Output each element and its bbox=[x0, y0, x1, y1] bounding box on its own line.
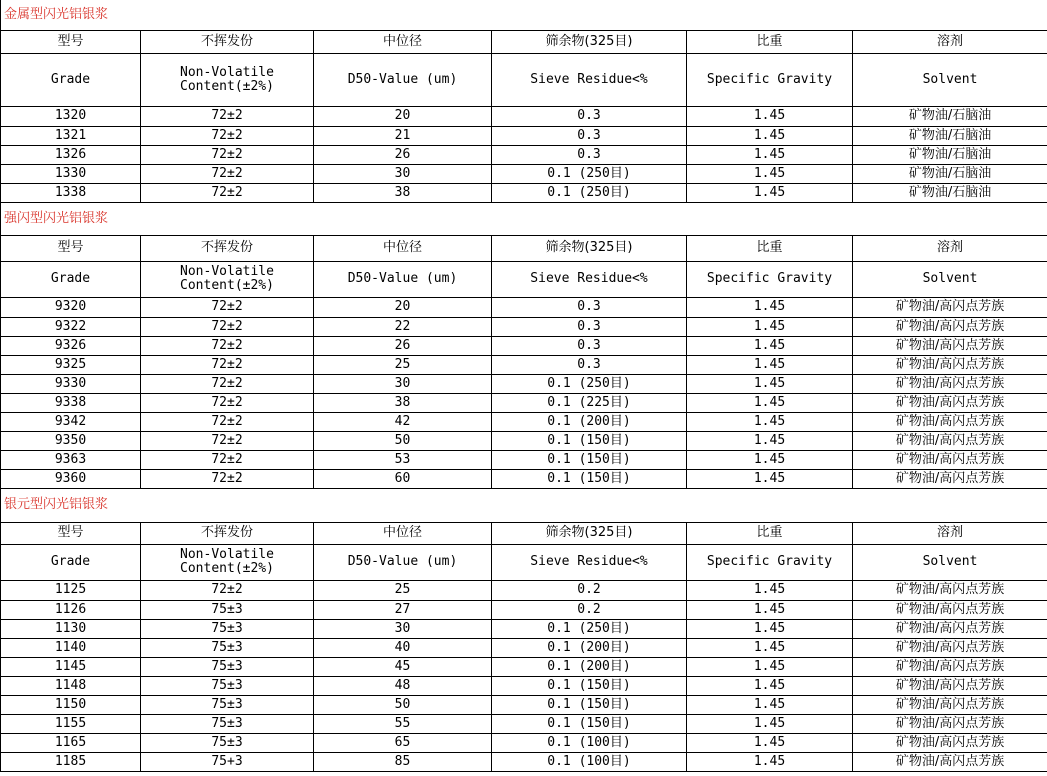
cell-solvent: 矿物油/高闪点芳族 bbox=[853, 695, 1047, 714]
cell-sieve-residue: 0.1 (150目) bbox=[492, 714, 687, 733]
cell-sieve-residue: 0.1 (100目) bbox=[492, 752, 687, 771]
cell-grade: 1321 bbox=[1, 126, 141, 145]
cell-solvent: 矿物油/高闪点芳族 bbox=[853, 619, 1047, 638]
cell-solvent: 矿物油/高闪点芳族 bbox=[853, 580, 1047, 600]
table-row bbox=[1, 183, 1047, 202]
header-zh-grade: 型号 bbox=[1, 235, 141, 261]
cell-d50: 30 bbox=[314, 619, 492, 638]
table-row bbox=[1, 317, 1047, 336]
table-row bbox=[1, 695, 1047, 714]
cell-solvent: 矿物油/石脑油 bbox=[853, 183, 1047, 202]
cell-solvent: 矿物油/高闪点芳族 bbox=[853, 714, 1047, 733]
cell-d50: 48 bbox=[314, 676, 492, 695]
cell-solvent: 矿物油/高闪点芳族 bbox=[853, 752, 1047, 771]
header-zh-sieve-residue: 筛余物(325目) bbox=[492, 235, 687, 261]
cell-specific-gravity: 1.45 bbox=[687, 733, 853, 752]
cell-grade: 1338 bbox=[1, 183, 141, 202]
cell-non-volatile: 75±3 bbox=[141, 600, 314, 619]
cell-grade: 9342 bbox=[1, 412, 141, 431]
cell-specific-gravity: 1.45 bbox=[687, 752, 853, 771]
cell-solvent: 矿物油/高闪点芳族 bbox=[853, 431, 1047, 450]
cell-d50: 25 bbox=[314, 580, 492, 600]
cell-solvent: 矿物油/高闪点芳族 bbox=[853, 336, 1047, 355]
cell-grade: 9322 bbox=[1, 317, 141, 336]
cell-solvent: 矿物油/高闪点芳族 bbox=[853, 600, 1047, 619]
cell-specific-gravity: 1.45 bbox=[687, 317, 853, 336]
cell-solvent: 矿物油/高闪点芳族 bbox=[853, 469, 1047, 488]
cell-grade: 9330 bbox=[1, 374, 141, 393]
header-zh-specific-gravity: 比重 bbox=[687, 235, 853, 261]
table-row bbox=[1, 714, 1047, 733]
header-zh-non-volatile: 不挥发份 bbox=[141, 235, 314, 261]
header-row-en bbox=[1, 53, 1047, 106]
cell-grade: 1165 bbox=[1, 733, 141, 752]
section-title-row bbox=[1, 488, 1047, 522]
cell-sieve-residue: 0.3 bbox=[492, 355, 687, 374]
cell-d50: 85 bbox=[314, 752, 492, 771]
table-row bbox=[1, 126, 1047, 145]
table-row bbox=[1, 145, 1047, 164]
cell-grade: 1320 bbox=[1, 106, 141, 126]
header-zh-grade: 型号 bbox=[1, 30, 141, 53]
section-title: 银元型闪光铝银浆 bbox=[1, 488, 1047, 522]
cell-solvent: 矿物油/高闪点芳族 bbox=[853, 355, 1047, 374]
cell-specific-gravity: 1.45 bbox=[687, 412, 853, 431]
cell-grade: 1126 bbox=[1, 600, 141, 619]
cell-grade: 9350 bbox=[1, 431, 141, 450]
cell-sieve-residue: 0.1 (200目) bbox=[492, 657, 687, 676]
cell-non-volatile: 72±2 bbox=[141, 336, 314, 355]
cell-grade: 9360 bbox=[1, 469, 141, 488]
cell-solvent: 矿物油/高闪点芳族 bbox=[853, 374, 1047, 393]
cell-non-volatile: 72±2 bbox=[141, 183, 314, 202]
header-zh-solvent: 溶剂 bbox=[853, 30, 1047, 53]
cell-d50: 65 bbox=[314, 733, 492, 752]
header-en-non-volatile: Non-Volatile Content(±2%) bbox=[141, 53, 314, 106]
table-row bbox=[1, 106, 1047, 126]
table-row bbox=[1, 600, 1047, 619]
cell-solvent: 矿物油/高闪点芳族 bbox=[853, 638, 1047, 657]
cell-d50: 25 bbox=[314, 355, 492, 374]
table-row bbox=[1, 336, 1047, 355]
cell-d50: 20 bbox=[314, 297, 492, 317]
cell-non-volatile: 72±2 bbox=[141, 126, 314, 145]
header-en-sieve-residue: Sieve Residue<% bbox=[492, 53, 687, 106]
cell-solvent: 矿物油/高闪点芳族 bbox=[853, 676, 1047, 695]
cell-d50: 26 bbox=[314, 145, 492, 164]
header-zh-solvent: 溶剂 bbox=[853, 522, 1047, 544]
cell-solvent: 矿物油/高闪点芳族 bbox=[853, 317, 1047, 336]
header-en-sieve-residue: Sieve Residue<% bbox=[492, 261, 687, 297]
cell-specific-gravity: 1.45 bbox=[687, 580, 853, 600]
cell-specific-gravity: 1.45 bbox=[687, 431, 853, 450]
section-title-row bbox=[1, 202, 1047, 235]
cell-specific-gravity: 1.45 bbox=[687, 600, 853, 619]
header-zh-d50: 中位径 bbox=[314, 522, 492, 544]
cell-sieve-residue: 0.2 bbox=[492, 580, 687, 600]
cell-specific-gravity: 1.45 bbox=[687, 676, 853, 695]
cell-specific-gravity: 1.45 bbox=[687, 126, 853, 145]
header-en-non-volatile: Non-Volatile Content(±2%) bbox=[141, 544, 314, 580]
cell-specific-gravity: 1.45 bbox=[687, 619, 853, 638]
cell-grade: 9363 bbox=[1, 450, 141, 469]
table-row bbox=[1, 619, 1047, 638]
header-en-grade: Grade bbox=[1, 544, 141, 580]
cell-d50: 21 bbox=[314, 126, 492, 145]
cell-non-volatile: 72±2 bbox=[141, 297, 314, 317]
cell-d50: 20 bbox=[314, 106, 492, 126]
cell-grade: 1330 bbox=[1, 164, 141, 183]
header-row-zh bbox=[1, 235, 1047, 261]
cell-non-volatile: 75+3 bbox=[141, 752, 314, 771]
header-en-d50: D50-Value (um) bbox=[314, 544, 492, 580]
section-title: 强闪型闪光铝银浆 bbox=[1, 202, 1047, 235]
cell-specific-gravity: 1.45 bbox=[687, 336, 853, 355]
cell-sieve-residue: 0.1 (250目) bbox=[492, 183, 687, 202]
cell-d50: 55 bbox=[314, 714, 492, 733]
cell-d50: 42 bbox=[314, 412, 492, 431]
cell-grade: 9326 bbox=[1, 336, 141, 355]
cell-grade: 1185 bbox=[1, 752, 141, 771]
cell-sieve-residue: 0.1 (100目) bbox=[492, 733, 687, 752]
cell-grade: 1145 bbox=[1, 657, 141, 676]
cell-d50: 22 bbox=[314, 317, 492, 336]
cell-specific-gravity: 1.45 bbox=[687, 695, 853, 714]
table-row bbox=[1, 393, 1047, 412]
cell-grade: 1148 bbox=[1, 676, 141, 695]
cell-specific-gravity: 1.45 bbox=[687, 183, 853, 202]
cell-sieve-residue: 0.1 (225目) bbox=[492, 393, 687, 412]
section-title: 金属型闪光铝银浆 bbox=[1, 0, 1047, 30]
header-en-grade: Grade bbox=[1, 53, 141, 106]
cell-sieve-residue: 0.1 (150目) bbox=[492, 676, 687, 695]
table-row bbox=[1, 355, 1047, 374]
header-row-en bbox=[1, 544, 1047, 580]
table-row bbox=[1, 657, 1047, 676]
header-row-en bbox=[1, 261, 1047, 297]
cell-sieve-residue: 0.1 (150目) bbox=[492, 469, 687, 488]
header-zh-sieve-residue: 筛余物(325目) bbox=[492, 30, 687, 53]
cell-specific-gravity: 1.45 bbox=[687, 714, 853, 733]
cell-non-volatile: 75±3 bbox=[141, 657, 314, 676]
cell-sieve-residue: 0.3 bbox=[492, 145, 687, 164]
cell-specific-gravity: 1.45 bbox=[687, 374, 853, 393]
cell-sieve-residue: 0.1 (250目) bbox=[492, 374, 687, 393]
cell-solvent: 矿物油/高闪点芳族 bbox=[853, 657, 1047, 676]
cell-specific-gravity: 1.45 bbox=[687, 450, 853, 469]
cell-specific-gravity: 1.45 bbox=[687, 469, 853, 488]
cell-non-volatile: 72±2 bbox=[141, 106, 314, 126]
cell-specific-gravity: 1.45 bbox=[687, 355, 853, 374]
cell-grade: 1140 bbox=[1, 638, 141, 657]
header-zh-d50: 中位径 bbox=[314, 235, 492, 261]
cell-grade: 1150 bbox=[1, 695, 141, 714]
cell-d50: 30 bbox=[314, 164, 492, 183]
cell-specific-gravity: 1.45 bbox=[687, 638, 853, 657]
cell-non-volatile: 75±3 bbox=[141, 695, 314, 714]
cell-non-volatile: 75±3 bbox=[141, 619, 314, 638]
cell-grade: 1155 bbox=[1, 714, 141, 733]
cell-solvent: 矿物油/石脑油 bbox=[853, 106, 1047, 126]
cell-specific-gravity: 1.45 bbox=[687, 145, 853, 164]
cell-specific-gravity: 1.45 bbox=[687, 106, 853, 126]
cell-non-volatile: 72±2 bbox=[141, 450, 314, 469]
cell-solvent: 矿物油/石脑油 bbox=[853, 126, 1047, 145]
cell-d50: 40 bbox=[314, 638, 492, 657]
cell-specific-gravity: 1.45 bbox=[687, 657, 853, 676]
header-zh-specific-gravity: 比重 bbox=[687, 30, 853, 53]
header-en-d50: D50-Value (um) bbox=[314, 261, 492, 297]
cell-grade: 9325 bbox=[1, 355, 141, 374]
table-row bbox=[1, 164, 1047, 183]
header-row-zh bbox=[1, 30, 1047, 53]
cell-non-volatile: 72±2 bbox=[141, 374, 314, 393]
header-en-solvent: Solvent bbox=[853, 261, 1047, 297]
table-row bbox=[1, 676, 1047, 695]
table-row bbox=[1, 450, 1047, 469]
cell-sieve-residue: 0.1 (150目) bbox=[492, 450, 687, 469]
cell-non-volatile: 72±2 bbox=[141, 355, 314, 374]
table-row bbox=[1, 412, 1047, 431]
cell-sieve-residue: 0.1 (200目) bbox=[492, 412, 687, 431]
table-row bbox=[1, 297, 1047, 317]
table-row bbox=[1, 733, 1047, 752]
cell-grade: 1326 bbox=[1, 145, 141, 164]
cell-d50: 53 bbox=[314, 450, 492, 469]
cell-non-volatile: 75±3 bbox=[141, 676, 314, 695]
header-zh-specific-gravity: 比重 bbox=[687, 522, 853, 544]
cell-d50: 50 bbox=[314, 695, 492, 714]
cell-d50: 50 bbox=[314, 431, 492, 450]
header-en-grade: Grade bbox=[1, 261, 141, 297]
cell-non-volatile: 75±3 bbox=[141, 733, 314, 752]
table-row bbox=[1, 431, 1047, 450]
cell-d50: 26 bbox=[314, 336, 492, 355]
header-zh-non-volatile: 不挥发份 bbox=[141, 30, 314, 53]
table-row bbox=[1, 580, 1047, 600]
cell-specific-gravity: 1.45 bbox=[687, 164, 853, 183]
cell-non-volatile: 72±2 bbox=[141, 412, 314, 431]
header-en-specific-gravity: Specific Gravity bbox=[687, 261, 853, 297]
cell-non-volatile: 75±3 bbox=[141, 638, 314, 657]
cell-solvent: 矿物油/高闪点芳族 bbox=[853, 393, 1047, 412]
cell-solvent: 矿物油/高闪点芳族 bbox=[853, 297, 1047, 317]
cell-non-volatile: 72±2 bbox=[141, 145, 314, 164]
cell-grade: 1130 bbox=[1, 619, 141, 638]
cell-non-volatile: 72±2 bbox=[141, 469, 314, 488]
cell-grade: 9320 bbox=[1, 297, 141, 317]
cell-solvent: 矿物油/石脑油 bbox=[853, 145, 1047, 164]
cell-sieve-residue: 0.1 (250目) bbox=[492, 619, 687, 638]
header-en-sieve-residue: Sieve Residue<% bbox=[492, 544, 687, 580]
cell-solvent: 矿物油/高闪点芳族 bbox=[853, 450, 1047, 469]
cell-d50: 38 bbox=[314, 393, 492, 412]
cell-d50: 30 bbox=[314, 374, 492, 393]
cell-sieve-residue: 0.1 (250目) bbox=[492, 164, 687, 183]
header-zh-grade: 型号 bbox=[1, 522, 141, 544]
header-zh-non-volatile: 不挥发份 bbox=[141, 522, 314, 544]
cell-non-volatile: 75±3 bbox=[141, 714, 314, 733]
cell-sieve-residue: 0.3 bbox=[492, 336, 687, 355]
cell-sieve-residue: 0.3 bbox=[492, 317, 687, 336]
cell-non-volatile: 72±2 bbox=[141, 580, 314, 600]
cell-sieve-residue: 0.1 (150目) bbox=[492, 695, 687, 714]
cell-solvent: 矿物油/高闪点芳族 bbox=[853, 412, 1047, 431]
header-en-specific-gravity: Specific Gravity bbox=[687, 53, 853, 106]
cell-grade: 1125 bbox=[1, 580, 141, 600]
cell-solvent: 矿物油/高闪点芳族 bbox=[853, 733, 1047, 752]
table-row bbox=[1, 469, 1047, 488]
header-zh-solvent: 溶剂 bbox=[853, 235, 1047, 261]
cell-d50: 27 bbox=[314, 600, 492, 619]
cell-d50: 38 bbox=[314, 183, 492, 202]
cell-specific-gravity: 1.45 bbox=[687, 297, 853, 317]
cell-sieve-residue: 0.2 bbox=[492, 600, 687, 619]
cell-grade: 9338 bbox=[1, 393, 141, 412]
cell-solvent: 矿物油/石脑油 bbox=[853, 164, 1047, 183]
cell-sieve-residue: 0.1 (150目) bbox=[492, 431, 687, 450]
cell-sieve-residue: 0.1 (200目) bbox=[492, 638, 687, 657]
table-row bbox=[1, 638, 1047, 657]
cell-sieve-residue: 0.3 bbox=[492, 126, 687, 145]
header-row-zh bbox=[1, 522, 1047, 544]
cell-non-volatile: 72±2 bbox=[141, 393, 314, 412]
section-title-row bbox=[1, 0, 1047, 30]
cell-d50: 45 bbox=[314, 657, 492, 676]
header-en-non-volatile: Non-Volatile Content(±2%) bbox=[141, 261, 314, 297]
header-en-solvent: Solvent bbox=[853, 53, 1047, 106]
header-zh-d50: 中位径 bbox=[314, 30, 492, 53]
table-row bbox=[1, 374, 1047, 393]
cell-non-volatile: 72±2 bbox=[141, 431, 314, 450]
cell-non-volatile: 72±2 bbox=[141, 317, 314, 336]
header-en-solvent: Solvent bbox=[853, 544, 1047, 580]
cell-non-volatile: 72±2 bbox=[141, 164, 314, 183]
cell-d50: 60 bbox=[314, 469, 492, 488]
cell-specific-gravity: 1.45 bbox=[687, 393, 853, 412]
header-en-specific-gravity: Specific Gravity bbox=[687, 544, 853, 580]
header-zh-sieve-residue: 筛余物(325目) bbox=[492, 522, 687, 544]
cell-sieve-residue: 0.3 bbox=[492, 297, 687, 317]
header-en-d50: D50-Value (um) bbox=[314, 53, 492, 106]
table-row bbox=[1, 752, 1047, 771]
cell-sieve-residue: 0.3 bbox=[492, 106, 687, 126]
